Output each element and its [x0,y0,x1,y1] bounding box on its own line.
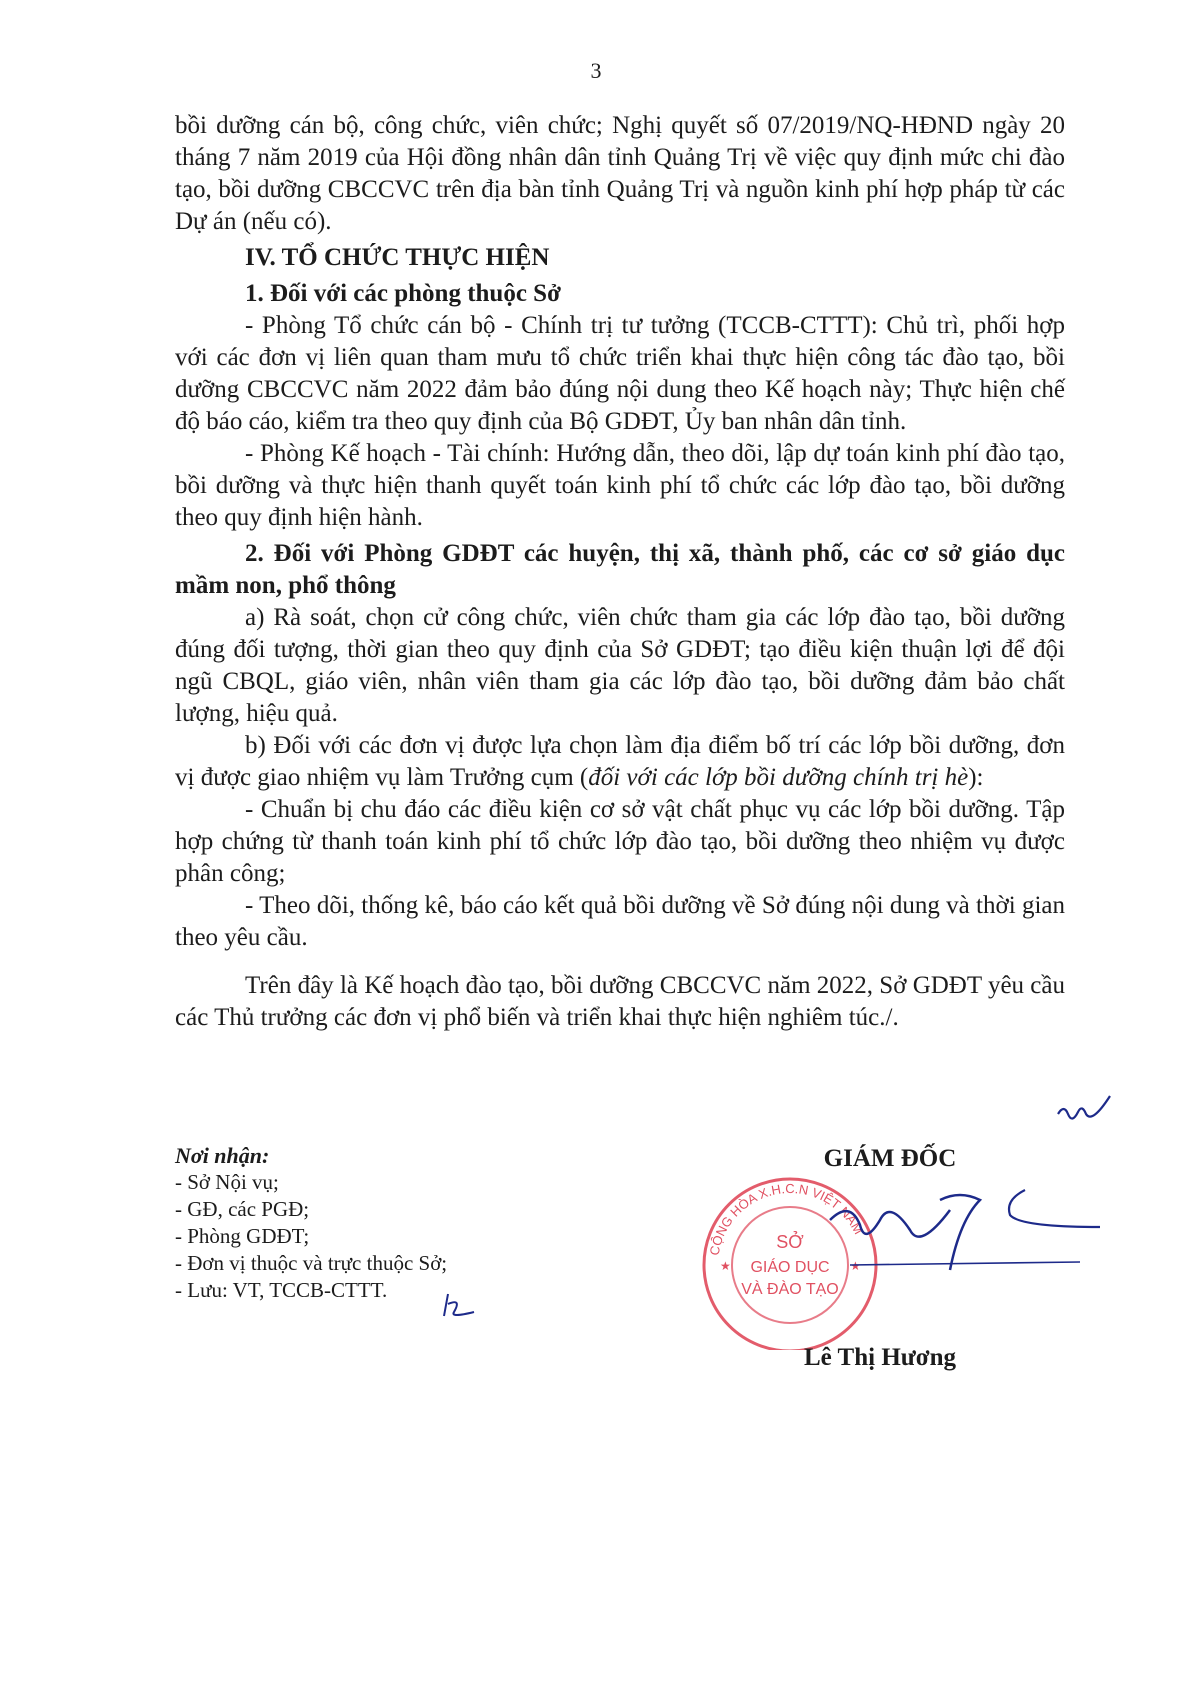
document-body [175,110,1065,1034]
paragraph-item-b1: - Chuẩn bị chu đáo các điều kiện cơ sở vật chất phục vụ các lớp bồi dưỡng. Tập hợp chứng từ thanh toán kinh phí tổ chức lớp đào tạo, bồi dưỡng theo nhiệm vụ được phân công; [175,796,1065,887]
svg-text:★: ★ [720,1259,731,1273]
paragraph-closing: Trên đây là Kế hoạch đào tạo, bồi dưỡng CBCCVC năm 2022, Sở GDĐT yêu cầu các Thủ trưởng các đơn vị phổ biến và triển khai thực hiện nghiêm túc./. [175,972,1065,1031]
paragraph-legal-basis: bồi dưỡng cán bộ, công chức, viên chức; Nghị quyết số 07/2019/NQ-HĐND ngày 20 tháng 7 năm 2019 của Hội đồng nhân dân tỉnh Quảng Trị về việc quy định mức chi đào tạo, bồi dưỡng CBCCVC trên địa bàn tỉnh Quảng Trị và nguồn kinh phí hợp pháp từ các Dự án (nếu có). [175,112,1065,235]
subsection-1-heading: 1. Đối với các phòng thuộc Sở [245,280,561,307]
paragraph-item-a: a) Rà soát, chọn cử công chức, viên chức tham gia các lớp đào tạo, bồi dưỡng đúng đối tượng, thời gian theo quy định của Sở GDĐT; tạo điều kiện thuận lợi để đội ngũ CBQL, giáo viên, nhân viên tham gia các lớp đào tạo, bồi dưỡng đảm bảo chất lượng, hiệu quả. [175,604,1065,727]
seal-inner-text: VÀ ĐÀO TẠO [741,1281,839,1298]
seal-inner-text: GIÁO DỤC [750,1259,830,1276]
svg-text:★: ★ [850,1259,861,1273]
recipient-item: - GĐ, các PGĐ; [175,1197,310,1221]
handwritten-initial-mark [440,1290,480,1320]
item-b-text: b) Đối với các đơn vị được lựa chọn làm địa điểm bố trí các lớp bồi dưỡng, đơn vị được giao nhiệm vụ làm Trưởng cụm ( [175,732,1065,791]
recipient-item: - Đơn vị thuộc và trực thuộc Sở; [175,1251,448,1275]
paragraph-kh-tc: - Phòng Kế hoạch - Tài chính: Hướng dẫn, theo dõi, lập dự toán kinh phí đào tạo, bồi dưỡng và thực hiện thanh quyết toán kinh phí tổ chức các lớp đào tạo, bồi dưỡng theo quy định hiện hành. [175,440,1065,531]
signer-title: GIÁM ĐỐC [823,1145,957,1172]
paragraph-item-b2: - Theo dõi, thống kê, báo cáo kết quả bồi dưỡng về Sở đúng nội dung và thời gian theo yêu cầu. [175,892,1065,951]
item-b-italic: đối với các lớp bồi dưỡng chính trị hè [588,764,969,791]
recipient-item: - Phòng GDĐT; [175,1224,310,1248]
recipients-block [175,1142,595,1304]
handwritten-initial-mark [1054,1092,1114,1132]
paragraph-tccb: - Phòng Tổ chức cán bộ - Chính trị tư tưởng (TCCB-CTTT): Chủ trì, phối hợp với các đơn vị liên quan tham mưu tổ chức triển khai thực hiện công tác đào tạo, bồi dưỡng CBCCVC năm 2022 đảm bảo đúng nội dung theo Kế hoạch này; Thực hiện chế độ báo cáo, kiểm tra theo quy định của Bộ GDĐT, Ủy ban nhân dân tỉnh. [175,312,1065,435]
handwritten-signature [820,1180,1120,1300]
signer-name: Lê Thị Hương [803,1344,957,1371]
recipient-item: - Lưu: VT, TCCB-CTTT. [175,1278,388,1302]
seal-outer-text: CỘNG HÒA X.H.C.N VIỆT NAM [706,1180,867,1257]
item-b-end: ): [968,764,984,791]
recipient-item: - Sở Nội vụ; [175,1170,279,1194]
page-number: 3 [590,58,602,83]
section-heading: IV. TỔ CHỨC THỰC HIỆN [245,244,550,271]
paragraph-item-b [175,730,1065,794]
subsection-2-heading: 2. Đối với Phòng GDĐT các huyện, thị xã, thành phố, các cơ sở giáo dục mầm non, phổ thông [175,540,1065,599]
seal-inner-text: SỞ [776,1232,804,1252]
recipients-title: Nơi nhận: [175,1143,270,1168]
